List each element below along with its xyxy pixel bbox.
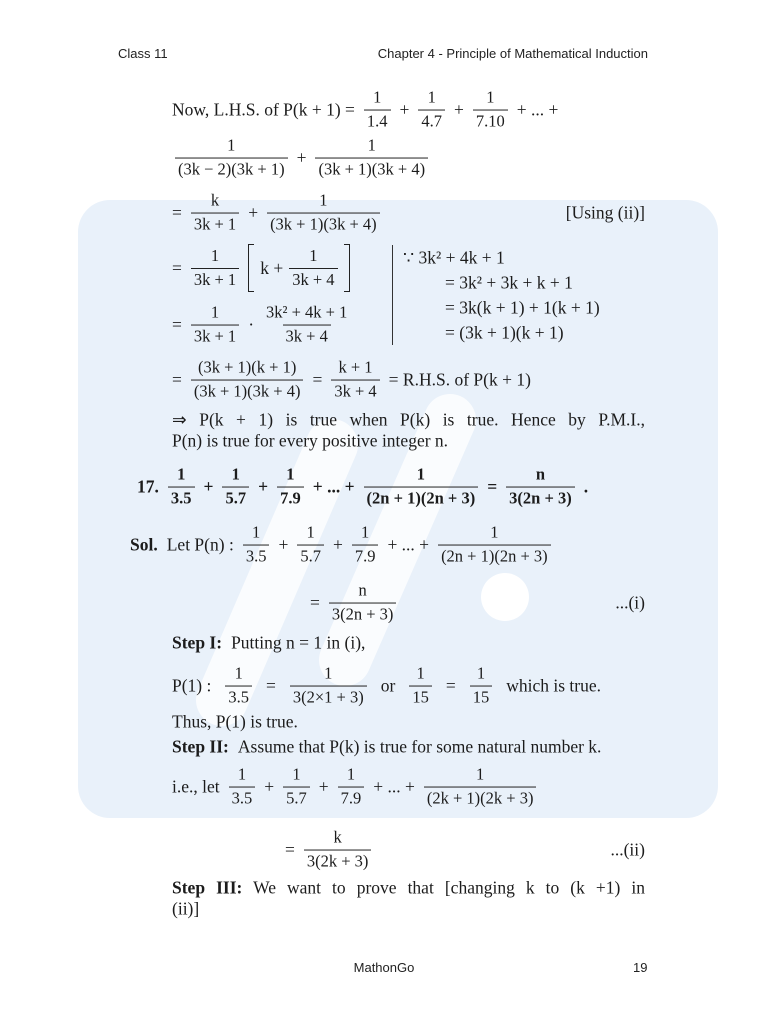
numerator: 1 — [416, 464, 425, 484]
math-text: ...(i) — [615, 592, 645, 613]
denominator: 7.9 — [352, 545, 379, 567]
header-class: Class 11 — [118, 46, 168, 61]
denominator: 3(2k + 3) — [304, 850, 372, 872]
numerator: 1 — [319, 190, 328, 210]
math-text: Putting n = 1 in (i), — [231, 632, 366, 653]
math-text: + — [278, 534, 289, 555]
math-text: k + — [260, 257, 284, 278]
math-text: We want to prove that [changing k to (k +1) in — [242, 877, 645, 898]
numerator: 1 — [231, 464, 240, 484]
denominator: 3(2n + 3) — [506, 487, 575, 509]
math-text: 17. — [137, 476, 159, 497]
math-text: = — [266, 675, 276, 696]
numerator: 1 — [177, 464, 186, 484]
fraction — [473, 89, 508, 132]
math-text: + ... + — [312, 476, 355, 497]
equation-reference — [566, 203, 645, 224]
fraction — [290, 665, 367, 708]
numerator: k — [333, 827, 342, 847]
fraction — [418, 89, 445, 132]
denominator: 15 — [470, 686, 493, 708]
numerator: n — [535, 464, 546, 484]
bold-label: Step II: — [172, 736, 229, 757]
math-text: ...(ii) — [610, 839, 645, 860]
fraction — [243, 524, 270, 567]
numerator: 1 — [427, 87, 436, 107]
fraction — [352, 524, 379, 567]
denominator: 7.9 — [277, 487, 304, 509]
math-text: + — [248, 202, 259, 223]
math-text: (ii)] — [172, 898, 200, 919]
denominator: 3k + 1 — [191, 213, 239, 235]
math-text: + ... + — [373, 776, 415, 797]
side-work-line — [403, 248, 505, 269]
math-text: + — [332, 534, 343, 555]
denominator: 5.7 — [297, 545, 324, 567]
numerator: 1 — [361, 522, 370, 542]
lhs-line — [172, 89, 558, 132]
math-text: + — [318, 776, 329, 797]
math-text: which is true. — [506, 675, 601, 696]
fraction — [470, 665, 493, 708]
numerator: k — [210, 190, 220, 210]
math-text: = — [172, 257, 182, 278]
fraction — [297, 524, 324, 567]
math-text: . — [583, 476, 589, 497]
conclusion-line-1 — [172, 410, 645, 431]
side-work-line — [445, 298, 600, 319]
denominator: 3k + 4 — [283, 325, 331, 347]
denominator: 4.7 — [418, 110, 445, 132]
math-text: [Using (ii)] — [565, 202, 645, 223]
fraction — [277, 466, 304, 509]
numerator: 1 — [490, 522, 499, 542]
numerator: 1 — [237, 764, 247, 784]
math-text: = — [445, 675, 456, 696]
math-text: + — [203, 476, 214, 497]
fraction — [222, 466, 249, 509]
math-text: Thus, P(1) is true. — [172, 711, 298, 732]
denominator: 3(2n + 3) — [329, 603, 397, 625]
numerator: 1 — [234, 663, 243, 683]
step-1-result — [172, 712, 298, 733]
bold-label: Step III: — [172, 877, 243, 898]
fraction — [304, 829, 372, 872]
denominator: (3k + 1)(3k + 4) — [315, 158, 428, 180]
math-text: = 3k² + 3k + k + 1 — [445, 272, 573, 293]
fraction — [289, 247, 337, 290]
fraction — [331, 359, 379, 402]
denominator: (3k − 2)(3k + 1) — [175, 158, 288, 180]
math-text: Let P(n) : — [166, 534, 234, 555]
fraction — [409, 665, 432, 708]
step-using-ii — [172, 192, 380, 235]
bold-label: Sol. — [130, 534, 158, 555]
bold-label: Step I: — [172, 632, 223, 653]
math-text: = — [312, 369, 323, 390]
fraction — [329, 582, 397, 625]
denominator: 7.10 — [473, 110, 508, 132]
math-text: Now, L.H.S. of P(k + 1) = — [172, 99, 355, 120]
solution-statement — [130, 524, 551, 567]
denominator: 3k + 1 — [191, 268, 239, 290]
denominator: 3(2×1 + 3) — [290, 686, 367, 708]
denominator: 3.5 — [243, 545, 270, 567]
numerator: 1 — [286, 464, 295, 484]
denominator: (3k + 1)(3k + 4) — [191, 380, 304, 402]
fraction — [225, 665, 252, 708]
math-text: Assume that P(k) is true for some natural number k. — [237, 736, 602, 757]
numerator: 1 — [210, 245, 220, 265]
numerator: k + 1 — [338, 357, 373, 377]
numerator: 1 — [292, 764, 301, 784]
numerator: 1 — [476, 764, 485, 784]
math-text: + — [454, 99, 464, 120]
side-work-line — [445, 323, 564, 344]
denominator: 1.4 — [364, 110, 391, 132]
numerator: 1 — [210, 302, 220, 322]
denominator: (3k + 1)(3k + 4) — [267, 213, 380, 235]
step-2-assumption-rhs — [285, 829, 371, 872]
math-text: = — [487, 476, 498, 497]
step-1-check — [172, 665, 601, 708]
math-text: · — [248, 314, 255, 335]
math-text: = — [172, 369, 182, 390]
step-3-heading — [172, 878, 645, 899]
step-2-heading — [172, 737, 601, 758]
fraction — [424, 766, 537, 809]
numerator: 1 — [324, 663, 333, 683]
denominator: 5.7 — [222, 487, 249, 509]
fraction — [338, 766, 365, 809]
numerator: 1 — [309, 245, 318, 265]
numerator: 1 — [373, 87, 382, 107]
question-17 — [137, 466, 588, 509]
math-text: = R.H.S. of P(k + 1) — [388, 369, 531, 390]
math-text: = 3k(k + 1) + 1(k + 1) — [445, 297, 600, 318]
numerator: 3k² + 4k + 1 — [266, 302, 348, 322]
step-rhs — [172, 359, 531, 402]
math-text: = — [172, 314, 182, 335]
math-text: = — [172, 202, 182, 223]
math-text: or — [380, 675, 396, 696]
numerator: 1 — [416, 663, 425, 683]
math-text: + — [296, 147, 307, 168]
denominator: 3k + 4 — [289, 268, 337, 290]
step-factor — [172, 244, 350, 292]
fraction — [168, 466, 195, 509]
math-text: i.e., let — [172, 776, 220, 797]
denominator: 7.9 — [338, 787, 365, 809]
denominator: 3k + 1 — [191, 325, 239, 347]
numerator: n — [358, 580, 367, 600]
fraction — [364, 89, 391, 132]
bracket-group — [248, 244, 349, 292]
numerator: 1 — [306, 522, 315, 542]
fraction — [191, 247, 239, 290]
fraction — [191, 359, 304, 402]
right-bracket — [344, 244, 350, 292]
denominator: 5.7 — [283, 787, 310, 809]
math-text: = — [310, 592, 320, 613]
fraction — [191, 304, 239, 347]
denominator: 3.5 — [168, 487, 195, 509]
math-text: = (3k + 1)(k + 1) — [445, 322, 564, 343]
denominator: 3.5 — [225, 686, 252, 708]
solution-statement-rhs — [310, 582, 396, 625]
step-combine — [172, 304, 350, 347]
lhs-continued — [175, 137, 428, 180]
side-work-line — [445, 273, 573, 294]
fraction — [315, 137, 428, 180]
equation-reference — [615, 593, 645, 614]
denominator: 3k + 4 — [331, 380, 379, 402]
numerator: (3k + 1)(k + 1) — [198, 357, 297, 377]
fraction — [506, 466, 575, 509]
numerator: 1 — [346, 764, 356, 784]
math-text: ∵ 3k² + 4k + 1 — [403, 247, 505, 268]
side-work-divider — [392, 245, 393, 345]
math-text: ⇒ P(k + 1) is true when P(k) is true. Hence by P.M.I., — [172, 409, 645, 430]
numerator: 1 — [486, 87, 495, 107]
footer-brand: MathonGo — [353, 960, 415, 975]
denominator: (2k + 1)(2k + 3) — [424, 787, 537, 809]
denominator: (2n + 1)(2n + 3) — [364, 487, 479, 509]
page-number: 19 — [633, 960, 648, 975]
equation-reference — [610, 840, 645, 861]
fraction — [438, 524, 551, 567]
math-text: P(n) is true for every positive integer n. — [172, 430, 449, 451]
fraction — [191, 192, 239, 235]
fraction — [229, 766, 256, 809]
conclusion-line-2 — [172, 431, 448, 452]
fraction — [283, 766, 310, 809]
math-text: = — [285, 839, 295, 860]
math-text: P(1) : — [172, 675, 212, 696]
fraction — [263, 304, 350, 347]
denominator: (2n + 1)(2n + 3) — [438, 545, 551, 567]
fraction — [364, 466, 479, 509]
fraction — [175, 137, 288, 180]
numerator: 1 — [367, 135, 376, 155]
denominator: 15 — [409, 686, 432, 708]
numerator: 1 — [476, 663, 486, 683]
step-2-assumption — [172, 766, 536, 809]
denominator: 3.5 — [229, 787, 256, 809]
math-text: + ... + — [516, 99, 559, 120]
math-text: + — [258, 476, 269, 497]
step-3-heading-end — [172, 899, 199, 920]
step-1-heading — [172, 633, 365, 654]
math-text: + ... + — [387, 534, 430, 555]
fraction — [267, 192, 380, 235]
header-chapter: Chapter 4 - Principle of Mathematical Induction — [377, 46, 648, 61]
math-text: + — [399, 99, 410, 120]
math-text: + — [264, 776, 275, 797]
left-bracket — [248, 244, 254, 292]
numerator: 1 — [227, 135, 236, 155]
numerator: 1 — [252, 522, 261, 542]
